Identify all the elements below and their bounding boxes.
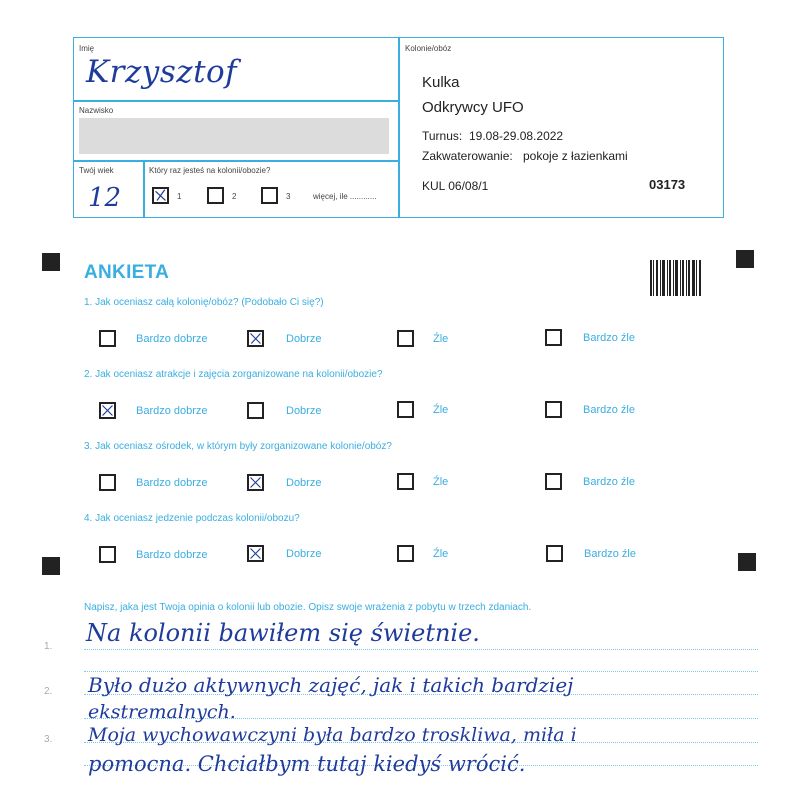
age-divider [143, 160, 145, 218]
q4-checkbox-bardzo-zle[interactable] [546, 545, 563, 562]
times-checkbox-3[interactable] [261, 187, 278, 204]
q2-option-bardzo-dobrze: Bardzo dobrze [136, 405, 208, 417]
q3-option-bardzo-zle: Bardzo źle [583, 476, 635, 488]
line-number-3: 3. [44, 734, 53, 745]
handwriting-line-5: pomocna. Chciałbym tutaj kiedyś wrócić. [88, 752, 526, 776]
q4-option-zle: Źle [433, 548, 449, 560]
form-number: 03173 [649, 177, 686, 192]
q1-option-zle: Źle [433, 333, 449, 345]
opinion-prompt: Napisz, jaka jest Twoja opinia o kolonii lub obozie. Opisz swoje wrażenia z pobytu w trzech zdaniach. [84, 602, 532, 613]
turnus-value: 19.08-29.08.2022 [469, 129, 564, 143]
barcode-icon [650, 260, 703, 296]
q1-checkbox-zle[interactable] [397, 330, 414, 347]
accommodation-value: pokoje z łazienkami [523, 149, 628, 163]
header-divider [398, 37, 400, 218]
handwriting-line-3: ekstremalnych. [88, 701, 236, 723]
q2-checkbox-bardzo-dobrze[interactable] [99, 402, 116, 419]
turnus-label: Turnus: [422, 129, 463, 143]
q3-checkbox-bardzo-zle[interactable] [545, 473, 562, 490]
camp-name: Odkrywcy UFO [422, 99, 524, 116]
registration-mark-top-left [42, 253, 60, 271]
cross-mark-icon [249, 476, 262, 489]
cross-mark-icon [249, 332, 262, 345]
q3-option-dobrze: Dobrze [286, 477, 322, 489]
q3-checkbox-zle[interactable] [397, 473, 414, 490]
q1-checkbox-dobrze[interactable] [247, 330, 264, 347]
accommodation-label: Zakwaterowanie: [422, 149, 513, 163]
q2-option-zle: Źle [433, 404, 449, 416]
q2-option-bardzo-zle: Bardzo źle [583, 404, 635, 416]
cross-mark-icon [249, 547, 262, 560]
name-divider [73, 100, 399, 102]
handwriting-line-1: Na kolonii bawiłem się świetnie. [86, 619, 480, 647]
handwriting-line-4: Moja wychowawczyni była bardzo troskliwa, miła i [88, 724, 577, 746]
times-checkbox-2[interactable] [207, 187, 224, 204]
q4-option-bardzo-dobrze: Bardzo dobrze [136, 549, 208, 561]
age-label: Twój wiek [79, 166, 114, 175]
surname-divider [73, 160, 399, 162]
q3-option-bardzo-dobrze: Bardzo dobrze [136, 477, 208, 489]
cross-mark-icon [101, 404, 114, 417]
times-option-3: 3 [286, 192, 291, 201]
line-number-2: 2. [44, 686, 53, 697]
times-option-1: 1 [177, 192, 182, 201]
name-label: Imię [79, 44, 95, 53]
camp-code: KUL 06/08/1 [422, 179, 489, 193]
registration-mark-bottom-left [42, 557, 60, 575]
q4-checkbox-dobrze[interactable] [247, 545, 264, 562]
surname-redaction [79, 118, 389, 154]
handwriting-line-2: Było dużo aktywnych zajęć, jak i takich bardziej [88, 673, 574, 697]
times-option-2: 2 [232, 192, 237, 201]
age-value: 12 [88, 183, 122, 213]
q1-checkbox-bardzo-dobrze[interactable] [99, 330, 116, 347]
camp-label: Kolonie/obóz [405, 44, 452, 53]
question-2: 2. Jak oceniasz atrakcje i zajęcia zorganizowane na kolonii/obozie? [84, 369, 383, 380]
q3-checkbox-dobrze[interactable] [247, 474, 264, 491]
question-3: 3. Jak oceniasz ośrodek, w którym były zorganizowane kolonie/obóz? [84, 441, 392, 452]
q3-checkbox-bardzo-dobrze[interactable] [99, 474, 116, 491]
q4-checkbox-zle[interactable] [397, 545, 414, 562]
surname-label: Nazwisko [79, 106, 114, 115]
q1-option-dobrze: Dobrze [286, 333, 322, 345]
question-4: 4. Jak oceniasz jedzenie podczas kolonii/obozu? [84, 513, 300, 524]
line-number-1: 1. [44, 641, 53, 652]
q1-checkbox-bardzo-zle[interactable] [545, 329, 562, 346]
registration-mark-bottom-right [738, 553, 756, 571]
q3-option-zle: Źle [433, 476, 449, 488]
writing-line [84, 649, 758, 650]
question-1: 1. Jak oceniasz całą kolonię/obóz? (Podobało Ci się?) [84, 297, 324, 308]
times-label: Który raz jesteś na kolonii/obozie? [149, 166, 271, 175]
name-value: Krzysztof [86, 54, 238, 90]
q2-checkbox-dobrze[interactable] [247, 402, 264, 419]
q1-option-bardzo-dobrze: Bardzo dobrze [136, 333, 208, 345]
q2-checkbox-bardzo-zle[interactable] [545, 401, 562, 418]
q4-option-bardzo-zle: Bardzo źle [584, 548, 636, 560]
times-more: więcej, ile ............ [313, 192, 377, 201]
camp-place: Kulka [422, 74, 460, 91]
times-checkbox-1[interactable] [152, 187, 169, 204]
survey-title: ANKIETA [84, 262, 170, 283]
q4-checkbox-bardzo-dobrze[interactable] [99, 546, 116, 563]
cross-mark-icon [154, 189, 167, 202]
q2-checkbox-zle[interactable] [397, 401, 414, 418]
q2-option-dobrze: Dobrze [286, 405, 322, 417]
q1-option-bardzo-zle: Bardzo źle [583, 332, 635, 344]
registration-mark-top-right [736, 250, 754, 268]
writing-line [84, 671, 758, 672]
q4-option-dobrze: Dobrze [286, 548, 322, 560]
